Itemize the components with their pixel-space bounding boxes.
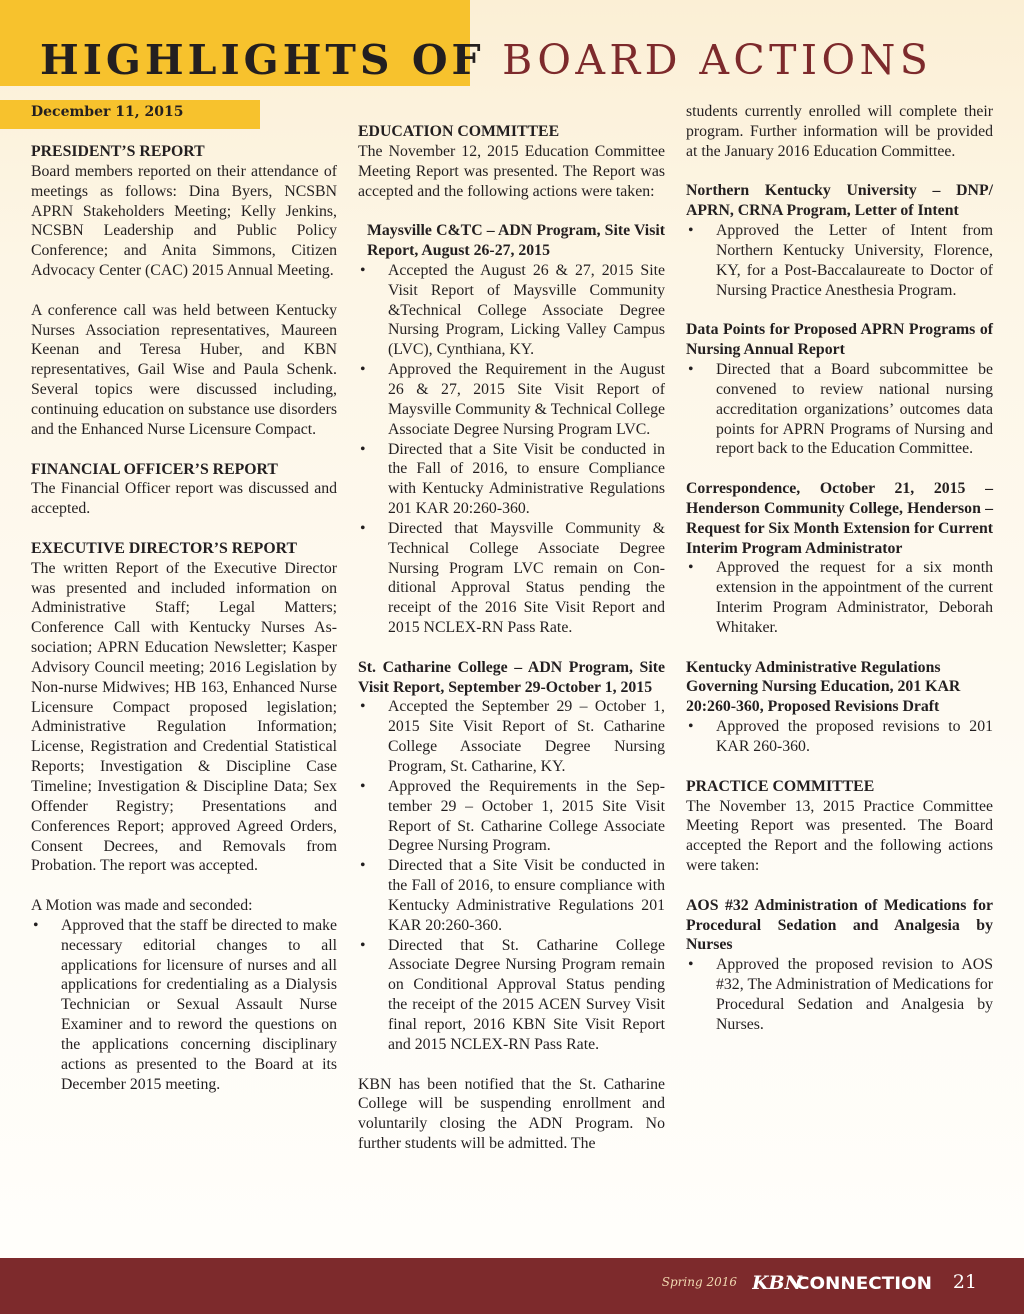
financial-officer-text: The Financial Officer report was discussed and accepted. bbox=[31, 480, 337, 518]
list-item: • Directed that a Site Visit be conducted in the Fall of 2016, to ensure Compliance with Kentucky Administrative Regulations 201 KAR 20:260-360. bbox=[358, 440, 665, 519]
kbn-notification-text: KBN has been notified that the St. Catharine College will be suspending enrollment and voluntarily closing the ADN Program. No further students will be admitted. The bbox=[358, 1075, 665, 1153]
executive-director-text: The written Report of the Executive Director was presented and included information on Administrative Staff; Legal Matters; Conference Call with Kentucky Nurses Association; APRN Education Newsletter; Kasper Advisory Council meeting; 2016 Legislation by Non-nurse Midwives; HB 163, Enhanced Nurse Licensure Compact proposed legislation; Administrative Regulation Information; License, Registration and Credential Statistical Reports; Investigation & Discipline Case Timeline; Investigation & Discipline Data; Sex Offender Registry; Presentations and Conferences Report; approved Agreed Orders, Consent Decrees, and Removals from Probation. The report was accepted. bbox=[31, 559, 337, 875]
maysville-list bbox=[358, 261, 665, 638]
nku-list bbox=[686, 221, 993, 300]
list-item: • Approved the request for a six month extension in the appointment of the current Interim Program Administrator, Deborah Whitaker. bbox=[686, 558, 993, 637]
kar-list bbox=[686, 717, 993, 757]
list-item: • Directed that Maysville Community & Technical College Associate Degree Nursing Program LVC remain on Conditional Approval Status pending the receipt of the 2016 Site Visit Report and 2015 NCLEX-RN Pass Rate. bbox=[358, 519, 665, 638]
list-item: • Directed that a Board subcommittee be convened to review national nursing accreditation organizations’ outcomes data points for APRN Programs of Nursing and report back to the Education Committee. bbox=[686, 360, 993, 459]
date-bar bbox=[0, 100, 260, 129]
list-item: • Approved the proposed revision to AOS #32, The Administration of Medications for Procedural Sedation and Analgesia by Nurses. bbox=[686, 955, 993, 1034]
column-left bbox=[31, 142, 337, 1114]
list-item: • Approved the proposed revisions to 201 KAR 260-360. bbox=[686, 717, 993, 757]
list-item: • Approved the Requirement in the August 26 & 27, 2015 Site Visit Report of Maysville Community & Technical College Associate Degree Nursing Program LVC. bbox=[358, 360, 665, 439]
aos-heading: AOS #32 Administration of Medications for Procedural Sedation and Analgesia by Nurses bbox=[686, 896, 993, 954]
page-title bbox=[40, 36, 932, 84]
maysville-heading: Maysville C&TC – ADN Program, Site Visit Report, August 26-27, 2015 bbox=[367, 222, 665, 260]
list-item: • Accepted the September 29 – October 1, 2015 Site Visit Report of St. Catharine College Associate Degree Nursing Program, St. Catharine, KY. bbox=[358, 697, 665, 776]
data-points-list bbox=[686, 360, 993, 459]
education-committee-text: The November 12, 2015 Education Committee Meeting Report was presented. The Report was accepted and the following actions were taken: bbox=[358, 142, 665, 200]
kar-heading: Kentucky Administrative Regulations Governing Nursing Education, 201 KAR 20:260-360, Proposed Revisions Draft bbox=[686, 658, 961, 716]
executive-director-heading: EXECUTIVE DIRECTOR’S REPORT bbox=[31, 539, 297, 557]
education-committee-heading: EDUCATION COMMITTEE bbox=[358, 123, 560, 140]
st-catharine-heading: St. Catharine College – ADN Program, Site Visit Report, September 29-October 1, 2015 bbox=[358, 658, 665, 696]
conference-call-text: A conference call was held between Kentucky Nurses Association representatives, Maureen Keenan and Teresa Huber, and KBN representatives, Gail Wise and Paula Schenk. Several topics were discussed including, continuing education on substance use disorders and the Enhanced Nurse Licensure Compact. bbox=[31, 301, 337, 438]
aos-list bbox=[686, 955, 993, 1034]
meeting-date: December 11, 2015 bbox=[31, 104, 184, 120]
presidents-report-text: Board members reported on their attendance of meetings as follows: Dina Byers, NCSBN APRN Stakeholders Meeting; Kelly Jenkins, NCSBN Leadership and Public Policy Conference; and Anita Simmons, Citizen Advocacy Center (CAC) 2015 Annual Meeting. bbox=[31, 162, 337, 280]
nku-heading: Northern Kentucky University – DNP/ APRN, CRNA Program, Letter of Intent bbox=[686, 182, 993, 220]
correspondence-heading: Correspondence, October 21, 2015 – Henderson Community College, Henderson – Request for Six Month Extension for Current Interim Program Administrator bbox=[686, 480, 993, 557]
column-middle bbox=[358, 122, 665, 1174]
title-part-highlights: HIGHLIGHTS OF bbox=[40, 36, 485, 84]
practice-committee-heading: PRACTICE COMMITTEE bbox=[686, 777, 875, 795]
page-number: 21 bbox=[952, 1271, 977, 1293]
presidents-report-heading: PRESIDENT’S REPORT bbox=[31, 143, 205, 160]
issue-label: Spring 2016 bbox=[661, 1275, 737, 1289]
list-item: • Approved that the staff be directed to make necessary editorial changes to all applications for licensure of nurses and all applications for credentialing as a Dialysis Technician or Sexual Assault Nurse Examiner and to reword the questions on the applications concerning disciplinary actions as presented to the Board at its December 2015 meeting. bbox=[31, 916, 337, 1095]
list-item: • Approved the Requirements in the September 29 – October 1, 2015 Site Visit Report of St. Catharine College Associate Degree Nursing Program. bbox=[358, 777, 665, 856]
title-part-board-actions: BOARD ACTIONS bbox=[502, 36, 933, 84]
footer-bar bbox=[0, 1258, 1024, 1314]
list-item: • Directed that St. Catharine College Associate Degree Nursing Program remain on Conditional Approval Status pending the receipt of the 2015 ACEN Survey Visit final report, 2016 KBN Site Visit Report and 2015 NCLEX-RN Pass Rate. bbox=[358, 936, 665, 1055]
list-item: • Approved the Letter of Intent from Northern Kentucky University, Florence, KY, for a Post-Baccalaureate to Doctor of Nursing Practice Anesthesia Program. bbox=[686, 221, 993, 300]
kbn-connection-logo bbox=[752, 1270, 934, 1294]
column-right bbox=[686, 102, 993, 1055]
list-item: • Directed that a Site Visit be conducted in the Fall of 2016, to ensure compliance with Kentucky Administrative Regulations 201 KAR 20:260-360. bbox=[358, 856, 665, 935]
logo-kbn: KBN bbox=[752, 1272, 802, 1294]
continued-text: students currently enrolled will complete their program. Further information will be provided at the January 2016 Education Committee. bbox=[686, 103, 993, 160]
practice-committee-text: The November 13, 2015 Practice Committee Meeting Report was presented. The Board accepted the Report and the following actions were taken: bbox=[686, 797, 993, 875]
st-catharine-list bbox=[358, 697, 665, 1054]
correspondence-list bbox=[686, 558, 993, 637]
data-points-heading: Data Points for Proposed APRN Programs of Nursing Annual Report bbox=[686, 321, 993, 359]
logo-connection: CONNECTION bbox=[796, 1274, 932, 1294]
list-item: • Accepted the August 26 & 27, 2015 Site Visit Report of Maysville Community &Technical College Associate Degree Nursing Program, Licking Valley Campus (LVC), Cynthiana, KY. bbox=[358, 261, 665, 360]
financial-officer-heading: FINANCIAL OFFICER’S REPORT bbox=[31, 460, 278, 478]
motion-list bbox=[31, 916, 337, 1095]
motion-intro: A Motion was made and seconded: bbox=[31, 897, 253, 915]
